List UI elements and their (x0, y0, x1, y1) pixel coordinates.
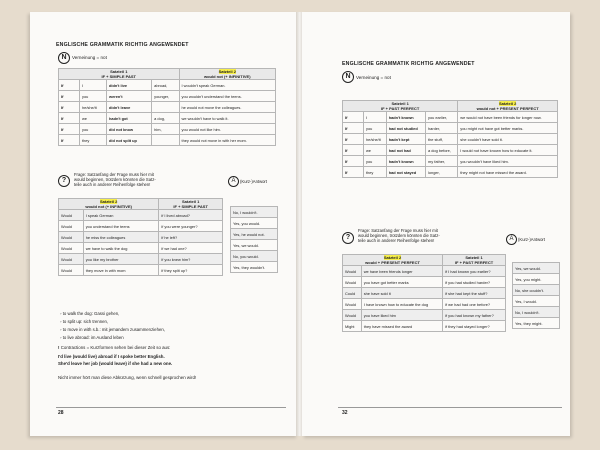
left-page (30, 12, 298, 436)
table-header-right: Satzteil 1 IF + PAST PERFECT (443, 255, 506, 266)
negation-note: Verneinung = not (72, 55, 107, 60)
question-table (58, 198, 223, 276)
table-row: Would you have got better marks if you had studied harder? (343, 277, 506, 288)
table-row: No, you would. (231, 251, 278, 262)
question-note: Frage: Satzanfang der Frage muss hier mit would beginnen, trotzdem könnten die Satz- teile auch in anderer Reihenfolge stehen! (74, 172, 156, 187)
table-row: If we had not had a dog before, I would not have known how to educate it. (343, 145, 558, 156)
table-row: If I didn't live abroad, I wouldn't speak German. (59, 80, 276, 91)
answer-label: (Kurz-)Antwort (518, 237, 545, 242)
table-row: If I hadn't known you earlier, we would not have been friends for longer now. (343, 112, 558, 123)
table-row: Would you like my brother if you knew him? (59, 254, 223, 265)
footer-rule (338, 407, 562, 408)
list-item: ◦ to walk the dog: Gassi gehen, (60, 311, 120, 316)
table-row: If they did not split up they would not move in with her mom. (59, 135, 276, 146)
list-item: ◦ to move in with s.b.: mit jemandem zusammenziehen, (60, 327, 165, 332)
table-row: Would I speak German if I lived abroad? (59, 210, 223, 221)
list-item: ◦ to split up: sich trennen, (60, 319, 109, 324)
running-header: ENGLISCHE GRAMMATIK RICHTIG ANGEWENDET (56, 42, 189, 48)
page-number: 28 (58, 410, 64, 416)
footer-rule (56, 407, 286, 408)
table-row: No, I wouldn't. (513, 307, 560, 318)
page-number: 32 (342, 410, 348, 416)
example-sentence: She'd leave her job (would leave) if she had a new one. (58, 361, 173, 366)
table-header-left: Satzteil 2 would not (+ INFINITIVE) (59, 199, 159, 210)
right-page (302, 12, 570, 436)
question-icon: ? (342, 232, 354, 244)
table-row: Would he miss the colleagues if he left? (59, 232, 223, 243)
answer-table (230, 206, 278, 273)
table-row: No, she couldn't. (513, 285, 560, 296)
answer-icon: A (228, 176, 239, 187)
table-row: If he/she/it hadn't kept the stuff, she couldn't have sold it. (343, 134, 558, 145)
question-table (342, 254, 506, 332)
table-row: Yes, we would. (513, 263, 560, 274)
table-row: Yes, he would not. (231, 229, 278, 240)
negation-icon: N (342, 71, 354, 83)
open-book (30, 12, 570, 440)
answer-icon: A (506, 234, 517, 245)
conditional-table (342, 100, 558, 178)
table-row: If we hadn't got a dog, we wouldn't have to walk it. (59, 113, 276, 124)
table-row: Would I have known how to educate the dog if we had had one before? (343, 299, 506, 310)
table-row: Yes, we would. (231, 240, 278, 251)
table-row: Would we have been friends longer if I had known you earlier? (343, 266, 506, 277)
closing-note: Nicht immer hört man diese Abkürzung, wenn schnell gesprochen wird! (58, 375, 197, 380)
table-row: Would you understand the teens if you were younger? (59, 221, 223, 232)
table-row: Would they move in with mom if they split up? (59, 265, 223, 276)
table-header-left: Satzteil 1 IF + SIMPLE PAST (59, 69, 180, 80)
list-item: ◦ to live abroad: im Ausland leben (60, 335, 124, 340)
vocabulary-list (60, 310, 165, 342)
question-note: Frage: Satzanfang der Frage muss hier mit would beginnen, trotzdem könnten die Satz- teile auch in anderer Reihenfolge stehen! (358, 228, 440, 243)
example-sentence: I'd live (would live) abroad if I spoke better English. (58, 354, 165, 359)
table-row: If you hadn't known my father, you wouldn't have liked him. (343, 156, 558, 167)
question-icon: ? (58, 175, 70, 187)
table-row: If you weren't younger, you wouldn't understand the teens. (59, 91, 276, 102)
answer-table (512, 262, 560, 329)
table-row: Would you have liked him if you had known my father? (343, 310, 506, 321)
negation-note: Verneinung = not (356, 75, 391, 80)
table-row: If he/she/it didn't leave he would not move the colleagues. (59, 102, 276, 113)
table-row: If they had not stayed longer, they might not have missed the award. (343, 167, 558, 178)
table-row: If you had not studied harder, you might not have got better marks. (343, 123, 558, 134)
answer-label: (Kurz-)Antwort (240, 179, 267, 184)
table-header-right: Satzteil 2 would not + PRESENT PERFECT (458, 101, 558, 112)
conditional-table (58, 68, 276, 146)
table-row: Yes, you might. (513, 274, 560, 285)
table-row: Yes, you would. (231, 218, 278, 229)
negation-icon: N (58, 52, 70, 64)
table-row: Could she have sold it if she had kept the stuff? (343, 288, 506, 299)
table-header-right: Satzteil 1 IF + SIMPLE PAST (159, 199, 223, 210)
table-row: Might they have missed the award if they had stayed longer? (343, 321, 506, 332)
running-header: ENGLISCHE GRAMMATIK RICHTIG ANGEWENDET (342, 61, 475, 67)
table-header-left: Satzteil 1 IF + PAST PERFECT (343, 101, 458, 112)
table-row: No, I wouldn't. (231, 207, 278, 218)
table-row: Yes, I would. (513, 296, 560, 307)
table-row: Yes, they might. (513, 318, 560, 329)
table-header-right: Satzteil 2 would not (+ INFINITIVE) (179, 69, 275, 80)
table-row: Yes, they wouldn't. (231, 262, 278, 273)
table-header-left: Satzteil 2 would + PRESENT PERFECT (343, 255, 443, 266)
contractions-note: ! Contractions = Kurzformen sehen bei dieser Zeit so aus: (58, 345, 171, 350)
table-row: If you did not know him, you would not like him. (59, 124, 276, 135)
table-row: Would we have to walk the dog if we had one? (59, 243, 223, 254)
